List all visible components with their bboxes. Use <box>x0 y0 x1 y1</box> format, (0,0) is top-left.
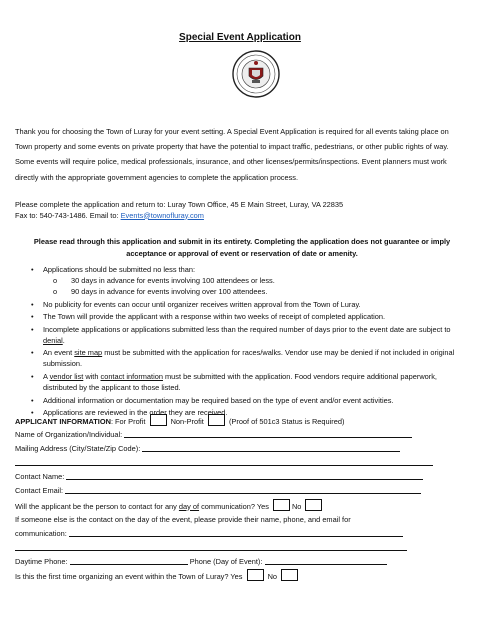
first-time-yes-checkbox[interactable] <box>247 569 264 581</box>
town-seal-logo <box>232 50 280 98</box>
email-link[interactable]: Events@townofluray.com <box>120 210 204 220</box>
first-time-no-checkbox[interactable] <box>281 569 298 581</box>
mailing-address-field-2[interactable] <box>15 456 433 466</box>
bullet-icon: • <box>31 371 34 381</box>
applicant-form <box>15 414 467 583</box>
communication-field-2[interactable] <box>15 541 407 551</box>
requirements-list <box>15 264 467 420</box>
intro-paragraph: Thank you for choosing the Town of Luray for your event setting. A Special Event Application is required for all events taking place on Town property and some events on private property that have the potential to impact traffic, pedestrians, or other public rights of way. Some events will require police, medical professionals, insurance, and other licenses/permits/inspections. Event planners must work directly with the appropriate government agencies to complete the application process. <box>15 127 449 182</box>
contact-info <box>15 200 467 221</box>
day-of-contact-row: Will the applicant be the person to contact for any day of communication? Yes No <box>15 499 467 513</box>
organization-row: Name of Organization/Individual: <box>15 428 467 442</box>
nonprofit-checkbox[interactable] <box>208 414 225 426</box>
bullet-icon: • <box>31 348 34 358</box>
day-of-no-checkbox[interactable] <box>305 499 322 511</box>
circle-bullet-icon: o <box>53 287 58 296</box>
event-day-phone-field[interactable] <box>265 555 387 565</box>
warning-notice: Please read through this application and submit in its entirety. Completing the application does not guarantee or imply acceptance or approval of event or reservation of date or amenity. <box>33 237 451 258</box>
return-address: Please complete the application and return to: Luray Town Office, 45 E Main Street, Luray, VA 22835 <box>15 200 344 209</box>
phone-row: Daytime Phone: Phone (Day of Event): <box>15 555 467 569</box>
daytime-phone-field[interactable] <box>70 555 188 565</box>
list-item: • Additional information or documentation may be required based on the type of event and/or event activities. <box>31 395 394 405</box>
applicant-info-heading: APPLICANT INFORMATION <box>15 417 111 426</box>
list-item: • An event site map must be submitted with the application for races/walks. Vendor use may be denied if not included in original submission. <box>31 348 455 369</box>
bullet-icon: • <box>31 324 34 334</box>
communication-field[interactable] <box>69 527 403 537</box>
page-title: Special Event Application <box>179 32 301 43</box>
organization-field[interactable] <box>124 428 412 438</box>
contact-name-field[interactable] <box>66 470 423 480</box>
list-item: • No publicity for events can occur until organizer receives written approval from the Town of Luray. <box>31 299 361 309</box>
bullet-icon: • <box>31 312 34 322</box>
mailing-row-2 <box>15 456 467 470</box>
fax-label: Fax to: 540-743-1486. Email to: <box>15 210 121 220</box>
proof-note: (Proof of 501c3 Status is Required) <box>228 417 345 426</box>
bullet-icon: • <box>31 265 34 274</box>
list-item: • The Town will provide the applicant with a response within two weeks of receipt of completed application. <box>31 312 386 322</box>
other-contact-row: If someone else is the contact on the day of the event, please provide their name, phone, and email for <box>15 514 351 524</box>
list-item: • Applications should be submitted no less than: o 30 days in advance for events involving 100 attendees or less. o 90 days in advance for events involving over 100 attendees. <box>15 264 467 297</box>
applicant-type-row: APPLICANT INFORMATION: For Profit Non-Profit (Proof of 501c3 Status is Required) <box>15 414 467 428</box>
contact-email-row: Contact Email: <box>15 484 467 498</box>
sub-list-item: o 90 days in advance for events involving over 100 attendees. <box>53 287 268 296</box>
fax-email-line <box>15 211 467 222</box>
bullet-icon: • <box>31 408 34 418</box>
sub-list <box>43 275 467 297</box>
communication-row: communication: <box>15 527 467 541</box>
list-item: • Incomplete applications or applications submitted less than the required number of days prior to the event date are subject to denial. <box>31 324 451 345</box>
contact-email-field[interactable] <box>65 484 421 494</box>
circle-bullet-icon: o <box>53 276 58 285</box>
sub-list-item: o 30 days in advance for events involving 100 attendees or less. <box>53 276 275 285</box>
first-time-row: Is this the first time organizing an event within the Town of Luray? Yes No <box>15 569 467 583</box>
mailing-address-field[interactable] <box>142 442 400 452</box>
list-item: • A vendor list with contact information must be submitted with the application. Food vendors require additional paperwork, distributed by the applicant to those listed. <box>31 371 437 392</box>
day-of-yes-checkbox[interactable] <box>273 499 290 511</box>
nonprofit-label: Non-Profit <box>170 417 204 426</box>
communication-row-2 <box>15 541 467 555</box>
bullet-icon: • <box>31 299 34 309</box>
mailing-row: Mailing Address (City/State/Zip Code): <box>15 442 467 456</box>
contact-name-row: Contact Name: <box>15 470 467 484</box>
for-profit-checkbox[interactable] <box>150 414 167 426</box>
bullet-icon: • <box>31 395 34 405</box>
list-item: • Applications are reviewed in the order they are received. <box>31 408 228 418</box>
